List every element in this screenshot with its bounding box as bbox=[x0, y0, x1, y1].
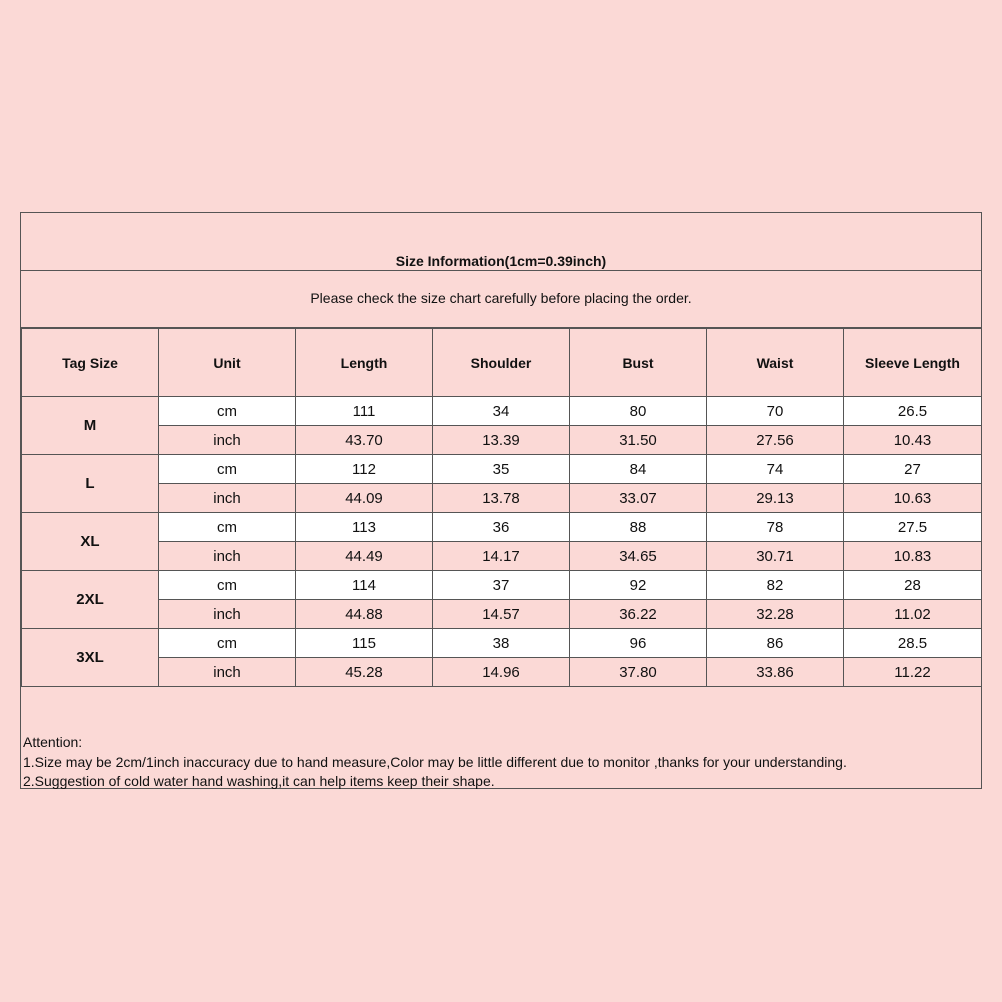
waist-cell: 30.71 bbox=[707, 542, 844, 571]
tag-size-cell: XL bbox=[22, 513, 159, 571]
shoulder-cell: 13.39 bbox=[433, 426, 570, 455]
attention-note-1: 1.Size may be 2cm/1inch inaccuracy due to hand measure,Color may be little different due to monitor ,thanks for your understanding. bbox=[23, 753, 847, 770]
table-row-xl-cm bbox=[22, 513, 982, 542]
unit-cell: cm bbox=[159, 629, 296, 658]
table-row-l-inch bbox=[22, 484, 982, 513]
unit-cell: cm bbox=[159, 455, 296, 484]
notice-band bbox=[21, 271, 981, 328]
length-cell: 43.70 bbox=[296, 426, 433, 455]
sleeve-length-cell: 28.5 bbox=[844, 629, 982, 658]
waist-cell: 78 bbox=[707, 513, 844, 542]
shoulder-cell: 14.96 bbox=[433, 658, 570, 687]
column-header-sleeve-length: Sleeve Length bbox=[844, 329, 982, 397]
title-band bbox=[21, 213, 981, 271]
sleeve-length-cell: 10.83 bbox=[844, 542, 982, 571]
length-cell: 111 bbox=[296, 397, 433, 426]
unit-cell: inch bbox=[159, 600, 296, 629]
shoulder-cell: 38 bbox=[433, 629, 570, 658]
waist-cell: 86 bbox=[707, 629, 844, 658]
shoulder-cell: 34 bbox=[433, 397, 570, 426]
length-cell: 44.49 bbox=[296, 542, 433, 571]
tag-size-cell: M bbox=[22, 397, 159, 455]
waist-cell: 27.56 bbox=[707, 426, 844, 455]
table-row-l-cm bbox=[22, 455, 982, 484]
bust-cell: 88 bbox=[570, 513, 707, 542]
shoulder-cell: 36 bbox=[433, 513, 570, 542]
bust-cell: 36.22 bbox=[570, 600, 707, 629]
unit-cell: inch bbox=[159, 658, 296, 687]
table-row-xl-inch bbox=[22, 542, 982, 571]
chart-title: Size Information(1cm=0.39inch) bbox=[395, 253, 607, 269]
sleeve-length-cell: 28 bbox=[844, 571, 982, 600]
bust-cell: 92 bbox=[570, 571, 707, 600]
waist-cell: 74 bbox=[707, 455, 844, 484]
size-table bbox=[21, 328, 982, 687]
sleeve-length-cell: 10.63 bbox=[844, 484, 982, 513]
table-row-3xl-inch bbox=[22, 658, 982, 687]
attention-heading: Attention: bbox=[23, 734, 83, 750]
unit-cell: cm bbox=[159, 397, 296, 426]
table-row-m-inch bbox=[22, 426, 982, 455]
length-cell: 44.09 bbox=[296, 484, 433, 513]
table-row-3xl-cm bbox=[22, 629, 982, 658]
waist-cell: 32.28 bbox=[707, 600, 844, 629]
unit-cell: cm bbox=[159, 513, 296, 542]
bust-cell: 34.65 bbox=[570, 542, 707, 571]
length-cell: 115 bbox=[296, 629, 433, 658]
table-header-row bbox=[22, 329, 982, 397]
bust-cell: 31.50 bbox=[570, 426, 707, 455]
sleeve-length-cell: 10.43 bbox=[844, 426, 982, 455]
column-header-waist: Waist bbox=[707, 329, 844, 397]
tag-size-cell: 3XL bbox=[22, 629, 159, 687]
length-cell: 44.88 bbox=[296, 600, 433, 629]
bust-cell: 96 bbox=[570, 629, 707, 658]
notice-text: Please check the size chart carefully before placing the order. bbox=[310, 290, 692, 306]
unit-cell: cm bbox=[159, 571, 296, 600]
table-row-2xl-cm bbox=[22, 571, 982, 600]
shoulder-cell: 37 bbox=[433, 571, 570, 600]
bust-cell: 84 bbox=[570, 455, 707, 484]
waist-cell: 82 bbox=[707, 571, 844, 600]
bust-cell: 33.07 bbox=[570, 484, 707, 513]
waist-cell: 33.86 bbox=[707, 658, 844, 687]
column-header-unit: Unit bbox=[159, 329, 296, 397]
unit-cell: inch bbox=[159, 426, 296, 455]
column-header-bust: Bust bbox=[570, 329, 707, 397]
table-row-m-cm bbox=[22, 397, 982, 426]
shoulder-cell: 14.17 bbox=[433, 542, 570, 571]
sleeve-length-cell: 11.22 bbox=[844, 658, 982, 687]
length-cell: 114 bbox=[296, 571, 433, 600]
attention-note-2: 2.Suggestion of cold water hand washing,it can help items keep their shape. bbox=[23, 773, 495, 789]
sleeve-length-cell: 26.5 bbox=[844, 397, 982, 426]
shoulder-cell: 13.78 bbox=[433, 484, 570, 513]
shoulder-cell: 14.57 bbox=[433, 600, 570, 629]
table-row-2xl-inch bbox=[22, 600, 982, 629]
tag-size-cell: L bbox=[22, 455, 159, 513]
size-chart-sheet bbox=[20, 212, 982, 789]
column-header-tag-size: Tag Size bbox=[22, 329, 159, 397]
sleeve-length-cell: 27 bbox=[844, 455, 982, 484]
sleeve-length-cell: 27.5 bbox=[844, 513, 982, 542]
shoulder-cell: 35 bbox=[433, 455, 570, 484]
unit-cell: inch bbox=[159, 484, 296, 513]
attention-notes bbox=[23, 733, 847, 792]
bust-cell: 37.80 bbox=[570, 658, 707, 687]
bust-cell: 80 bbox=[570, 397, 707, 426]
sleeve-length-cell: 11.02 bbox=[844, 600, 982, 629]
waist-cell: 70 bbox=[707, 397, 844, 426]
tag-size-cell: 2XL bbox=[22, 571, 159, 629]
length-cell: 113 bbox=[296, 513, 433, 542]
column-header-length: Length bbox=[296, 329, 433, 397]
waist-cell: 29.13 bbox=[707, 484, 844, 513]
length-cell: 45.28 bbox=[296, 658, 433, 687]
column-header-shoulder: Shoulder bbox=[433, 329, 570, 397]
unit-cell: inch bbox=[159, 542, 296, 571]
length-cell: 112 bbox=[296, 455, 433, 484]
